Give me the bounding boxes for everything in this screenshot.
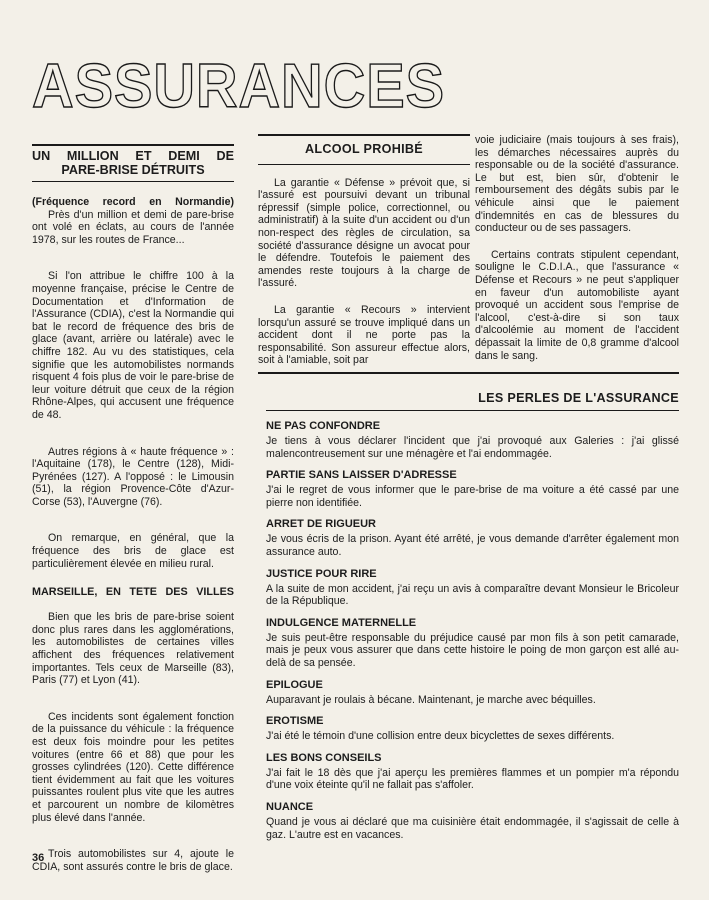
perle-text: Je vous écris de la prison. Ayant été arrêté, je vous demande d'arrêter également mon assurance auto. [266,533,679,558]
article-title-rule [258,164,470,165]
article-title: ALCOOL PROHIBÉ [304,142,424,156]
perle-item [266,801,679,841]
paragraph: Si l'on attribue le chiffre 100 à la moyenne française, précise le Centre de Documentation et d'Information de l'Assurance (CDIA), c'est la Normandie qui bat le record de fréquence des bris de glace (avant, arrière ou latérale) avec le chiffre 182. Au vu des statistiques, cela signifie que les automobilistes normands risquent 4 fois plus de voir le pare-brise de leur voiture détruit que ceux de la région Rhône-Alpes, qui accusent une fréquence de 48. [32,270,234,421]
perle-heading: LES BONS CONSEILS [266,751,382,764]
paragraph: La garantie « Défense » prévoit que, si l'assuré est poursuivi devant un tribunal répressif (simple police, correctionnel, ou administratif) à la suite d'un accident ou d'un non-respect des règles de circulation, sa société d'assurance désigne un avocat pour le défendre. Toutefois le paiement des amendes reste toujours à la charge de l'assuré. [258,176,470,290]
paragraph: Ces incidents sont également fonction de la puissance du véhicule : la fréquence est deux fois moindre pour les petites voitures (entre 66 et 88) que pour les grosses cylindrées (120). Cette différence tient évidemment au fait que les voitures puissantes roulent plus vite que les autres et parcourent un nombre de kilomètres plus élevé dans l'année. [32,710,234,824]
perle-heading: INDULGENCE MATERNELLE [266,616,417,629]
article-alcool-continued [475,134,679,362]
paragraph: voie judiciaire (mais toujours à ses frais), les démarches nécessaires auprès du responsable ou de la société d'assurance. Le but est, bien sûr, d'obtenir le remboursement des dégâts subis par le véhicule ainsi que le paiement d'indemnités en cas de blessures du conducteur ou de ses passagers. [475,134,679,235]
perles-top-rule [258,372,679,374]
article-top-rule [32,144,234,146]
perles-title-rule [266,410,679,411]
paragraph: La garantie « Recours » intervient lorsqu'un assuré se trouve impliqué dans un accident dont il ne porte pas la responsabilité. Son assureur effectue alors, soit à l'amiable, soit par [258,303,470,367]
perle-heading: ARRET DE RIGUEUR [266,518,377,531]
perles-title: LES PERLES DE L'ASSURANCE [478,391,679,405]
perle-heading: PARTIE SANS LAISSER D'ADRESSE [266,469,457,482]
perle-item [266,568,679,608]
perle-item [266,679,679,707]
perle-heading: EPILOGUE [266,678,323,691]
paragraph: Près d'un million et demi de pare-brise ont volé en éclats, au cours de l'année 1978, sur les routes de France... [32,208,234,246]
perle-text: A la suite de mon accident, j'ai reçu un avis à comparaître devant Monsieur le Bricoleur de la République. [266,582,679,608]
perle-text: Je suis peut-être responsable du préjudice causé par mon fils à son petit camarade, mais je peux vous assurer que dans cette histoire le poing de mon garçon est allé au-delà de sa pensée. [266,631,679,669]
perle-text: Auparavant je roulais à bécane. Maintenant, je marche avec béquilles. [266,693,596,706]
article-title-rule [32,181,234,182]
perle-item [266,617,679,670]
perles-list [266,420,679,850]
perle-item [266,752,679,792]
page-number: 36 [32,852,45,864]
perle-text: J'ai fait le 18 dès que j'ai aperçu les premières flammes et un pompier m'a répondu d'une voix éteinte qu'il ne fallait pas s'affoler. [266,766,679,792]
perle-text: J'ai été le témoin d'une collision entre deux bicyclettes de sexes différents. [266,730,615,743]
perle-item [266,420,679,460]
perle-heading: NUANCE [266,800,314,813]
article-pare-brise [32,144,234,873]
paragraph: Bien que les bris de pare-brise soient donc plus rares dans les agglomérations, les automobilistes de certaines villes affichent des fréquences relativement importantes. Tels ceux de Marseille (83), Paris (77) et Lyon (41). [32,611,234,687]
article-title-line2: PARE-BRISE DÉTRUITS [61,163,205,177]
article-title [32,149,234,177]
paragraph: Trois automobilistes sur 4, ajoute le CDIA, sont assurés contre le bris de glace. [32,848,234,873]
paragraph: Certains contrats stipulent cependant, souligne le C.D.I.A., que l'assurance « Défense et Recours » ne peut s'appliquer en faveur d'un automobiliste ayant provoqué un accident sous l'emprise de l'alcool, c'est-à-dire si son taux d'alcoolémie au moment de l'accident dépassait la limite de 0,8 gramme d'alcool dans le sang. [475,248,679,362]
perle-text: Je tiens à vous déclarer l'incident que j'ai provoqué aux Galeries : j'ai glissé malencontreusement sur une ménagère et l'ai endommagée. [266,435,679,460]
perle-text: Quand je vous ai déclaré que ma cuisinière était endommagée, il s'agissait de celle à gaz. L'autre est en vacances. [266,815,679,841]
perle-item [266,518,679,558]
perles-box [258,372,679,374]
paragraph: Autres régions à « haute fréquence » : l'Aquitaine (178), le Centre (128), Midi-Pyrénées (127). A l'opposé : le Limousin (51), la région Provence-Côte d'Azur-Corse (53), l'Auvergne (76). [32,445,234,508]
article-subhead: (Fréquence record en Normandie) [32,196,234,208]
article-alcool [258,134,470,367]
masthead-title: ASSURANCES [32,52,445,121]
perle-text: J'ai le regret de vous informer que le pare-brise de ma voiture a été cassé par une pierre non identifiée. [266,484,679,509]
perle-heading: JUSTICE POUR RIRE [266,567,377,580]
paragraph: On remarque, en général, que la fréquence des bris de glace est particulièrement élevée en milieu rural. [32,532,234,570]
article-title-line1: UN MILLION ET DEMI DE [32,149,234,163]
perle-heading: NE PAS CONFONDRE [266,420,381,432]
perle-item [266,715,679,743]
article-top-rule [258,134,470,136]
perle-item [266,469,679,509]
section-heading: MARSEILLE, EN TETE DES VILLES [32,586,234,599]
perle-heading: EROTISME [266,715,324,728]
